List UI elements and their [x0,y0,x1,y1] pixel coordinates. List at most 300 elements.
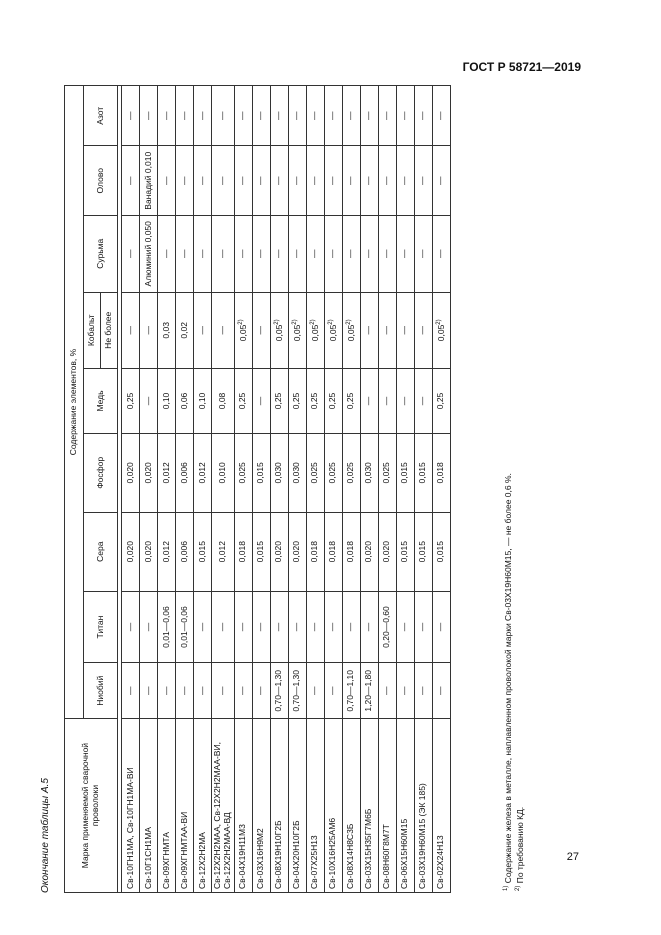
cell-value: — [178,111,189,120]
col-header-tin: Олово [84,146,118,216]
cell-value: — [216,111,227,120]
cell-value: — [124,622,135,632]
cell [306,369,324,434]
footnote-ref: 2) [237,319,244,325]
cell-value: 0,25 [291,392,302,410]
cell-value: — [363,176,374,186]
cell-value: — [345,176,356,186]
cell-value: 0,018 [345,541,356,563]
cell-value: 0,020 [363,541,374,563]
cell-value: 0,70—1,10 [345,670,356,712]
cell [194,591,212,663]
footnote-1 [502,473,514,891]
cell-value: — [435,176,446,186]
cell [342,216,360,293]
cell [306,433,324,512]
cell [342,369,360,434]
cell-value: — [363,249,374,259]
cell-value: 0,025 [309,462,320,484]
cell-value: 0,025 [237,462,248,484]
cell-value: — [327,176,338,186]
cell-value: 0,015 [255,462,266,484]
table-row [194,86,212,893]
cell-value: — [417,622,428,632]
cell-value: — [399,111,410,120]
cell [176,512,194,591]
cell-value: — [309,622,320,632]
cell-value: 0,012 [160,541,171,563]
row-mark: Св-07Х25Н13 [306,719,324,893]
footnote-ref: 2) [345,319,352,325]
cell [194,512,212,591]
cell [212,146,235,216]
cell-value: 0,018 [309,541,320,563]
cell-value: — [216,326,227,335]
cell [432,369,450,434]
table-row [270,86,288,893]
cell [288,292,306,369]
cell [324,146,342,216]
cell-value: — [363,396,374,406]
cell [252,512,270,591]
cell-value: — [327,686,338,696]
col-header-sulfur: Сера [84,512,118,591]
cell-value: — [216,249,227,259]
cell [360,369,378,434]
cell [360,591,378,663]
cell-value: 0,020 [273,541,284,563]
cell-value: — [124,249,135,259]
cell [396,512,414,591]
cell [306,292,324,369]
cell [270,591,288,663]
cell [432,216,450,293]
cell-value: — [237,622,248,632]
table-body [122,86,451,893]
cell [414,86,432,146]
cell-value: — [142,396,153,406]
cell [324,369,342,434]
cell [194,663,212,719]
cell-value: 0,05 [309,324,320,342]
cell [270,86,288,146]
cell-value: 0,25 [124,392,135,410]
table-row [140,86,158,893]
cell-value: — [435,111,446,120]
group-header: Содержание элементов, % [65,86,84,719]
page-number: 27 [566,851,579,863]
cell [252,146,270,216]
cell [158,369,176,434]
cell [140,433,158,512]
cell [324,591,342,663]
cell [306,663,324,719]
row-mark: Св-06Х15Н60М15 [396,719,414,893]
cell-value: 0,25 [327,392,338,410]
table-row [288,86,306,893]
cell-value: 0,006 [178,541,189,563]
cell-value: — [255,396,266,406]
cell-value: 0,030 [363,462,374,484]
cell [360,146,378,216]
col-header-phosphorus: Фосфор [84,433,118,512]
cell [234,216,252,293]
cell-value: — [255,622,266,632]
cell-value: — [381,326,392,335]
row-mark: Св-10Г1СН1МА [140,719,158,893]
cell-value: — [237,176,248,186]
cell [306,86,324,146]
cell [270,292,288,369]
cell [212,433,235,512]
cell-value: — [345,111,356,120]
cell [252,591,270,663]
cell-value: — [381,396,392,406]
cell [212,369,235,434]
cell-value: — [142,326,153,335]
cell [252,216,270,293]
cell [212,216,235,293]
cell [306,216,324,293]
cell [212,591,235,663]
cell [342,591,360,663]
cell [342,292,360,369]
cell [378,369,396,434]
cell-value: 0,06 [178,392,189,410]
cell [378,292,396,369]
row-mark: Св-08Н60Г8М7Т [378,719,396,893]
table-row [360,86,378,893]
cell [432,433,450,512]
cell-value: — [417,249,428,259]
cell [234,512,252,591]
cell-value: — [399,326,410,335]
cell [342,86,360,146]
footnote-2-text: По требованию КД. [515,806,526,884]
cell [414,216,432,293]
cell [140,663,158,719]
composition-table [64,85,451,893]
cell-value: — [417,396,428,406]
cell [212,292,235,369]
cell-value: — [327,622,338,632]
cell [288,512,306,591]
cell [176,216,194,293]
cell [140,146,158,216]
cell-value: — [291,176,302,186]
cell-value: — [363,622,374,632]
cell [194,216,212,293]
cell [342,146,360,216]
footnote-1-text: Содержание железа в металле, наплавленном проволокой марки Св-03Х19Н60М15, — не более 0,6 %. [502,473,513,884]
cell [396,369,414,434]
cell [252,433,270,512]
cell-value: 0,020 [124,541,135,563]
cell-value: 0,012 [196,462,207,484]
cell [270,512,288,591]
cell [194,146,212,216]
cell [360,512,378,591]
footnotes [502,473,527,891]
cell-value: — [417,176,428,186]
cell-value: 0,70—1,30 [291,670,302,712]
cell [252,663,270,719]
cell [396,433,414,512]
cell-value: 0,018 [237,541,248,563]
cell [212,86,235,146]
cell [378,663,396,719]
row-mark: Св-12Х2Н2МА [194,719,212,893]
cell [234,86,252,146]
cell-value: — [309,686,320,696]
cell [194,292,212,369]
cell-value: 0,018 [435,462,446,484]
row-mark: Св-03Х16Н9М2 [252,719,270,893]
table-row [158,86,176,893]
row-mark: Св-10ГН1МА, Св-10ГН1МА-ВИ [122,719,140,893]
cell [360,86,378,146]
cell [432,292,450,369]
cell-value: 0,01—0,06 [178,606,189,648]
table-row [122,86,140,893]
cell-value: — [178,686,189,696]
cell [234,146,252,216]
cell-value: — [237,111,248,120]
cell-value: 0,025 [345,462,356,484]
row-mark: Св-12Х2Н2МАА, Св-12Х2Н2МАА-ВИ, Св-12Х2Н2МАА-ВД [212,719,235,893]
cell [324,433,342,512]
cell-value: 0,015 [196,541,207,563]
table-row [234,86,252,893]
cell-value: Алюминий 0,050 [142,221,153,287]
document-code: ГОСТ Р 58721—2019 [462,60,581,74]
table-caption: Окончание таблицы А.5 [40,778,51,893]
table-row [378,86,396,893]
cell-value: 0,010 [216,462,227,484]
cell [432,86,450,146]
cell [158,512,176,591]
table-row [414,86,432,893]
cell-value: 0,02 [178,322,189,339]
row-mark: Св-09ХГНМТАА-ВИ [176,719,194,893]
table-row [176,86,194,893]
cell [360,292,378,369]
table-row [396,86,414,893]
cell [122,292,140,369]
cell [270,146,288,216]
cell-value: — [381,176,392,186]
cell [194,433,212,512]
cell [176,663,194,719]
col-header-cobalt: Кобальт [84,292,101,369]
cell-value: — [309,176,320,186]
cell-value: — [399,622,410,632]
cell-value: — [142,686,153,696]
cell-value: — [196,176,207,186]
row-mark: Св-04Х20Н10Г2Б [288,719,306,893]
footnote-ref: 2) [435,319,442,325]
cell [234,369,252,434]
cell-value: — [160,249,171,259]
cell [342,663,360,719]
cell-value: — [381,249,392,259]
cell-value: 0,70—1,30 [273,670,284,712]
row-mark: Св-10Х16Н25АМ6 [324,719,342,893]
cell [158,146,176,216]
cell-value: — [237,249,248,259]
cell [378,433,396,512]
row-mark: Св-09ХГНМТА [158,719,176,893]
cell [414,292,432,369]
cell [342,433,360,512]
cell [306,512,324,591]
cell [324,292,342,369]
cell-value: — [309,111,320,120]
cell-value: 0,012 [160,462,171,484]
cell-value: 0,025 [327,462,338,484]
cell [360,433,378,512]
cell [176,86,194,146]
cell [140,591,158,663]
cell [414,663,432,719]
cell-value: 0,08 [216,392,227,410]
row-mark: Св-03Х15Н35Г7М6Б [360,719,378,893]
cell-value: 0,10 [196,392,207,410]
cell-value: 0,25 [273,392,284,410]
cell-value: — [196,686,207,696]
row-mark: Св-02Х24Н13 [432,719,450,893]
cell [378,86,396,146]
cell-value: 0,25 [435,392,446,410]
cell-value: — [124,686,135,696]
cell [252,369,270,434]
cell-value: — [309,249,320,259]
cell-value: — [435,622,446,632]
cell-value: — [417,686,428,696]
cell-value: — [363,111,374,120]
cell-value: — [196,111,207,120]
cell-value: — [291,111,302,120]
cell-value: 0,25 [237,392,248,410]
cell-value: 0,020 [142,541,153,563]
cell [288,216,306,293]
cell-value: 0,020 [124,462,135,484]
cell-value: — [255,111,266,120]
cell-value: — [178,176,189,186]
table-row [324,86,342,893]
cell [176,591,194,663]
cell-value: 0,030 [291,462,302,484]
footnote-1-mark: 1) [503,885,509,891]
cell-value: — [273,249,284,259]
cell-value: 0,01—0,06 [160,606,171,648]
cell-value: — [142,622,153,632]
cell-value: 0,006 [178,462,189,484]
cell-value: 0,015 [255,541,266,563]
cell [378,591,396,663]
cell [194,369,212,434]
cell-value: 0,25 [309,392,320,410]
cell-value: 0,015 [399,462,410,484]
col-header-niobium: Ниобий [84,663,118,719]
cell-value: 0,015 [417,462,428,484]
cell-value: — [216,686,227,696]
cell [122,216,140,293]
cell-value: 1,20—1,80 [363,670,374,712]
cell [378,512,396,591]
cell-value: — [160,686,171,696]
cell [122,146,140,216]
cell-value: — [273,111,284,120]
cell [270,216,288,293]
cell-value: 0,05 [273,324,284,342]
cell [288,86,306,146]
cell [176,146,194,216]
cell-value: — [255,249,266,259]
cell-value: — [435,686,446,696]
cell [414,369,432,434]
cell [396,216,414,293]
cell [360,216,378,293]
cell-value: — [399,249,410,259]
cell-value: — [178,249,189,259]
table-row [342,86,360,893]
table-row [252,86,270,893]
cell [324,216,342,293]
cell-value: — [124,326,135,335]
cell [288,591,306,663]
cell-value: — [160,111,171,120]
cell [414,591,432,663]
cell-value: 0,025 [381,462,392,484]
cell [176,292,194,369]
cell [158,663,176,719]
cell [432,663,450,719]
cell-value: 0,020 [291,541,302,563]
cell-value: 0,05 [345,324,356,342]
col-header-titanium: Титан [84,591,118,663]
cell [306,591,324,663]
cell [432,146,450,216]
cell-value: — [381,686,392,696]
cell [324,663,342,719]
col-header-nitrogen: Азот [84,86,118,146]
table-row [432,86,450,893]
cell [306,146,324,216]
cell [158,216,176,293]
cell [122,591,140,663]
cell-value: — [273,176,284,186]
cell-value: 0,015 [435,541,446,563]
cell-value: — [417,326,428,335]
cell-value: — [327,249,338,259]
cell [288,433,306,512]
cell [396,146,414,216]
cell-value: 0,05 [327,324,338,342]
cell [176,369,194,434]
cell-value: — [196,249,207,259]
cell [212,512,235,591]
cell [234,591,252,663]
cell-value: — [435,249,446,259]
cell-value: 0,05 [435,324,446,342]
cell-value: — [291,249,302,259]
cell [288,663,306,719]
cell-value: — [255,686,266,696]
cell-value: — [399,176,410,186]
cell [122,86,140,146]
cell-value: — [124,176,135,186]
